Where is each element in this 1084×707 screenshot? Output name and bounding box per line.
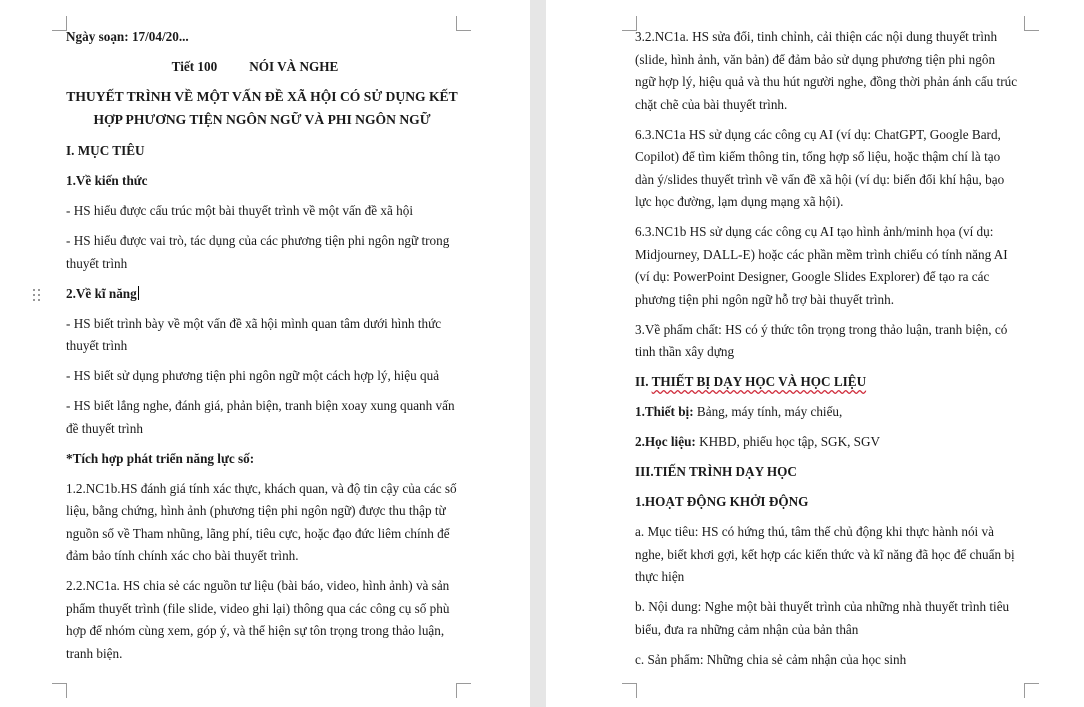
section-heading-equipment-body: THIẾT BỊ DẠY HỌC VÀ HỌC LIỆU <box>651 374 867 389</box>
date-line: Ngày soạn: 17/04/20... <box>66 29 189 44</box>
section-heading-equipment <box>635 371 1018 394</box>
materials-label: 2.Học liệu: <box>635 434 696 449</box>
crop-mark-bottom-right <box>1024 683 1039 698</box>
crop-mark-bottom-left <box>622 683 637 698</box>
period-line <box>66 56 458 79</box>
section-heading-process: III.TIẾN TRÌNH DẠY HỌC <box>635 464 797 479</box>
digital-item-4: 6.3.NC1a HS sử dụng các công cụ AI (ví dụ: ChatGPT, Google Bard, Copilot) để tìm kiếm thông tin, tổng hợp số liệu, hoặc thậm chí là tạo dàn ý/slides thuyết trình về vấn đề xã hội (ví dụ: biến đổi khí hậu, bạo lực học đường, lạm dụng mạng xã hội). <box>635 126 1005 209</box>
crop-mark-bottom-right <box>456 683 471 698</box>
equipment-value: Bảng, máy tính, máy chiếu, <box>693 404 843 419</box>
materials-value: KHBD, phiếu học tập, SGK, SGV <box>695 434 881 449</box>
activity-content: b. Nội dung: Nghe một bài thuyết trình của những nhà thuyết trình tiêu biểu, đưa ra những cảm nhận của bản thân <box>635 599 1010 637</box>
skills-item-2: - HS biết sử dụng phương tiện phi ngôn ngữ một cách hợp lý, hiệu quả <box>66 368 440 383</box>
document-page-right <box>546 0 1084 707</box>
knowledge-heading: 1.Về kiến thức <box>66 173 148 188</box>
section-heading-objectives: I. MỤC TIÊU <box>66 143 145 158</box>
digital-item-5: 6.3.NC1b HS sử dụng các công cụ AI tạo hình ảnh/minh họa (ví dụ: Midjourney, DALL-E) hoặc các phần mềm trình chiếu có tính năng AI (ví dụ: PowerPoint Designer, Google Slides Explorer) để tạo ra các phương tiện phi ngôn ngữ hỗ trợ bài thuyết trình. <box>635 224 1008 307</box>
digital-item-1: 1.2.NC1b.HS đánh giá tính xác thực, khách quan, và độ tin cậy của các số liệu, bằng chứng, hình ảnh (phương tiện phi ngôn ngữ) được thu thập từ nguồn số về Tham nhũng, lãng phí, tiêu cực, hoặc đạo đức liêm chính để đảm bảo tính chính xác cho bài thuyết trình. <box>66 480 457 563</box>
crop-mark-bottom-left <box>52 683 67 698</box>
skills-heading <box>66 283 458 306</box>
skills-heading-text: 2.Về kĩ năng <box>66 285 137 301</box>
digital-item-2: 2.2.NC1a. HS chia sẻ các nguồn tư liệu (bài báo, video, hình ảnh) và sản phẩm thuyết trình (file slide, video ghi lại) thông qua các công cụ số phù hợp để nhóm cùng xem, góp ý, và thể hiện sự tôn trọng trong thảo luận, tranh biện. <box>66 578 450 661</box>
digital-competence-heading: *Tích hợp phát triển năng lực số: <box>66 450 255 466</box>
digital-item-3: 3.2.NC1a. HS sửa đổi, tinh chỉnh, cải thiện các nội dung thuyết trình (slide, hình ảnh, văn bản) để đảm bảo sử dụng phương tiện phi ngôn ngữ hợp lý, hiệu quả và thu hút người nghe, đồng thời phản ánh cấu trúc chặt chẽ của bài thuyết trình. <box>635 29 1018 112</box>
qualities-item: 3.Về phẩm chất: HS có ý thức tôn trọng trong thảo luận, tranh biện, có tinh thần xây dựng <box>635 321 1008 359</box>
skills-item-3: - HS biết lắng nghe, đánh giá, phản biện, tranh biện xoay xung quanh vấn đề thuyết trình <box>66 398 455 436</box>
crop-mark-top-right <box>456 16 471 31</box>
equipment-label: 1.Thiết bị: <box>635 404 694 419</box>
period-number: Tiết 100 <box>171 59 218 74</box>
activity-objective: a. Mục tiêu: HS có hứng thú, tâm thế chủ động khi thực hành nói và nghe, biết khơi gợi, kết hợp các kiến thức và kĩ năng đã học để chuẩn bị thực hiện <box>635 524 1015 584</box>
lesson-title <box>66 86 458 131</box>
crop-mark-top-left <box>52 16 67 31</box>
lesson-title-line-1: THUYẾT TRÌNH VỀ MỘT VẤN ĐỀ XÃ HỘI CÓ SỬ DỤNG KẾT <box>66 89 458 104</box>
crop-mark-top-right <box>1024 16 1039 31</box>
skills-item-1: - HS biết trình bày về một vấn đề xã hội mình quan tâm dưới hình thức thuyết trình <box>66 315 442 353</box>
period-title: NÓI VÀ NGHE <box>249 59 339 74</box>
activity-heading-warmup: 1.HOẠT ĐỘNG KHỞI ĐỘNG <box>635 494 809 509</box>
activity-product: c. Sản phẩm: Những chia sẻ cảm nhận của học sinh <box>635 651 907 667</box>
section-heading-equipment-prefix: II. <box>635 374 652 389</box>
materials-line <box>635 431 1018 454</box>
paragraph-drag-handle-icon[interactable] <box>33 289 41 303</box>
knowledge-item-2: - HS hiểu được vai trò, tác dụng của các phương tiện phi ngôn ngữ trong thuyết trình <box>66 233 450 271</box>
text-cursor <box>138 286 139 300</box>
right-page-text[interactable] <box>635 26 1018 679</box>
lesson-title-line-2: HỢP PHƯƠNG TIỆN NGÔN NGỮ VÀ PHI NGÔN NGỮ <box>93 111 431 127</box>
document-page-left <box>0 0 530 707</box>
knowledge-item-1: - HS hiểu được cấu trúc một bài thuyết trình về một vấn đề xã hội <box>66 203 414 218</box>
equipment-line <box>635 401 1018 424</box>
left-page-text[interactable] <box>66 26 458 673</box>
